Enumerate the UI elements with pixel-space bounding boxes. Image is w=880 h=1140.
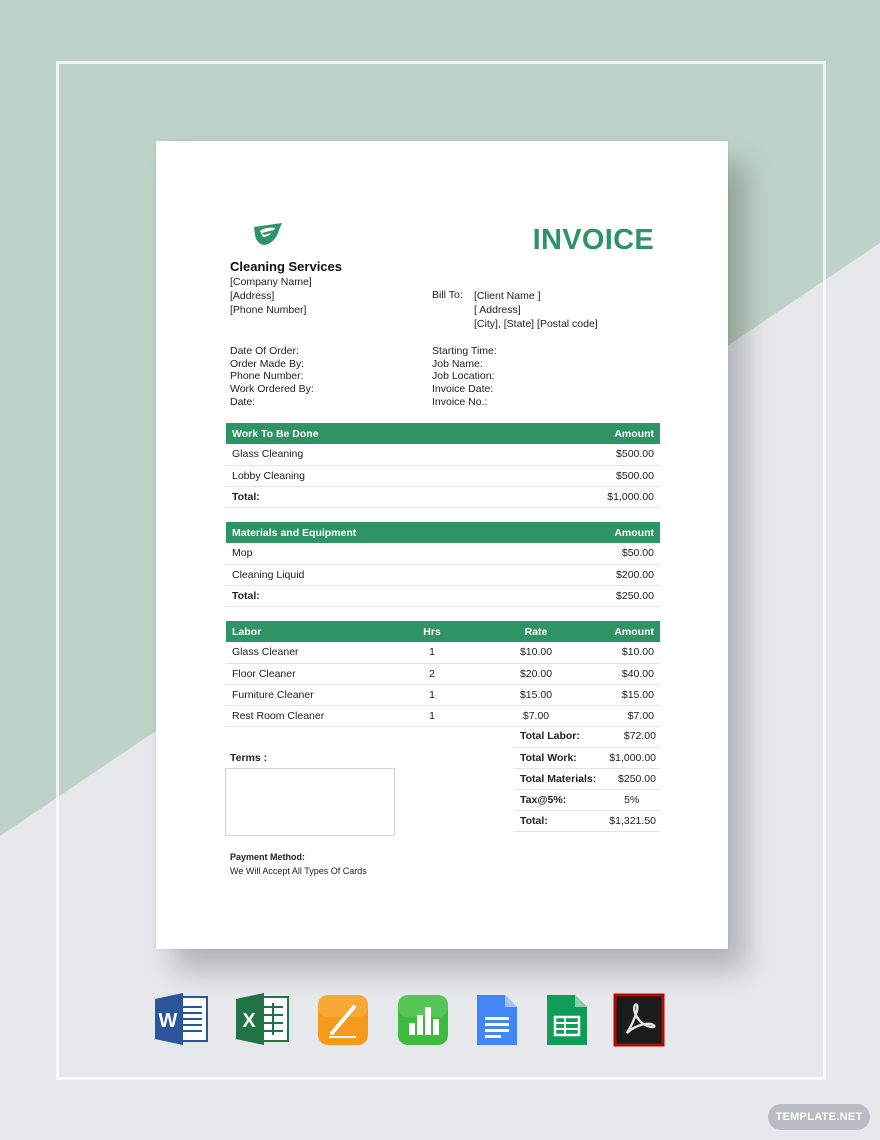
table-row xyxy=(226,642,660,663)
invoice-date-label: Invoice Date: xyxy=(432,383,494,396)
order-info-left xyxy=(230,345,314,409)
client-city-state: [City], [State] [Postal code] xyxy=(474,318,598,330)
summary-row xyxy=(514,790,660,811)
work-ordered-by-label: Work Ordered By: xyxy=(230,383,314,396)
template-net-badge[interactable]: TEMPLATE.NET xyxy=(768,1104,870,1130)
total-value: $250.00 xyxy=(541,585,660,606)
table-row xyxy=(226,684,660,705)
cleaning-logo-icon xyxy=(252,221,284,247)
total-label: Total: xyxy=(226,585,541,606)
pdf-icon[interactable] xyxy=(613,993,665,1047)
table-row xyxy=(226,543,660,564)
table-cell: Furniture Cleaner xyxy=(226,684,376,705)
table-header: Labor xyxy=(226,621,376,642)
pages-icon[interactable] xyxy=(316,993,370,1047)
table-cell: 1 xyxy=(376,642,488,663)
table-cell: $15.00 xyxy=(488,684,584,705)
work-table xyxy=(226,423,660,508)
company-address: [Address] xyxy=(230,290,275,302)
table-header: Work To Be Done xyxy=(226,423,498,444)
table-cell: $10.00 xyxy=(488,642,584,663)
tax-value: 5% xyxy=(603,790,660,811)
grand-total-value: $1,321.50 xyxy=(603,811,660,832)
payment-method-text: We Will Accept All Types Of Cards xyxy=(230,866,367,876)
table-row xyxy=(226,444,660,465)
order-info-right xyxy=(432,345,497,409)
table-header-row xyxy=(226,423,660,444)
table-cell: $15.00 xyxy=(584,684,660,705)
google-sheets-icon[interactable] xyxy=(545,993,589,1047)
date-label: Date: xyxy=(230,395,256,408)
table-cell: $7.00 xyxy=(488,705,584,726)
table-cell: Glass Cleaning xyxy=(226,444,498,465)
labor-table xyxy=(226,621,660,727)
table-cell: $10.00 xyxy=(584,642,660,663)
total-value: $1,000.00 xyxy=(498,486,660,507)
summary-row xyxy=(514,768,660,789)
tax-label: Tax@5%: xyxy=(514,790,603,811)
total-work-label: Total Work: xyxy=(514,747,603,768)
table-cell: Glass Cleaner xyxy=(226,642,376,663)
table-total-row xyxy=(226,585,660,606)
terms-label: Terms : xyxy=(230,752,268,764)
excel-letter: X xyxy=(242,1010,256,1032)
order-made-by-label: Order Made By: xyxy=(230,357,305,370)
table-cell: 2 xyxy=(376,663,488,684)
table-row xyxy=(226,465,660,486)
payment-method-label: Payment Method: xyxy=(230,852,306,862)
table-header-row xyxy=(226,522,660,543)
table-row xyxy=(226,564,660,585)
table-header: Amount xyxy=(584,621,660,642)
total-work-value: $1,000.00 xyxy=(603,747,660,768)
company-name-placeholder: [Company Name] xyxy=(230,276,312,288)
phone-number-label: Phone Number: xyxy=(230,370,304,383)
table-total-row xyxy=(226,486,660,507)
table-row xyxy=(226,663,660,684)
summary-row xyxy=(514,811,660,832)
terms-box xyxy=(225,768,395,836)
summary-table xyxy=(514,726,660,832)
table-header: Hrs xyxy=(376,621,488,642)
table-row xyxy=(226,705,660,726)
total-labor-value: $72.00 xyxy=(603,726,660,747)
invoice-title: INVOICE xyxy=(532,224,654,256)
table-cell: $200.00 xyxy=(541,564,660,585)
table-cell: Cleaning Liquid xyxy=(226,564,541,585)
table-cell: 1 xyxy=(376,684,488,705)
table-cell: Rest Room Cleaner xyxy=(226,705,376,726)
total-materials-label: Total Materials: xyxy=(514,768,603,789)
total-label: Total: xyxy=(226,486,498,507)
table-cell: 1 xyxy=(376,705,488,726)
summary-row xyxy=(514,747,660,768)
job-name-label: Job Name: xyxy=(432,357,483,370)
google-docs-icon[interactable] xyxy=(475,993,519,1047)
table-header-row xyxy=(226,621,660,642)
word-letter: W xyxy=(158,1010,178,1032)
total-labor-label: Total Labor: xyxy=(514,726,603,747)
table-header: Rate xyxy=(488,621,584,642)
table-header: Amount xyxy=(541,522,660,543)
invoice-document xyxy=(156,141,728,949)
word-icon[interactable] xyxy=(155,993,209,1045)
table-cell: $40.00 xyxy=(584,663,660,684)
starting-time-label: Starting Time: xyxy=(432,345,497,357)
total-materials-value: $250.00 xyxy=(603,768,660,789)
company-details xyxy=(230,275,312,317)
excel-icon[interactable] xyxy=(236,993,290,1045)
bill-to-details xyxy=(474,289,598,331)
client-name: [Client Name ] xyxy=(474,290,541,302)
materials-table xyxy=(226,522,660,607)
table-cell: $20.00 xyxy=(488,663,584,684)
company-name: Cleaning Services xyxy=(230,259,342,274)
invoice-no-label: Invoice No.: xyxy=(432,395,488,408)
client-address: [ Address] xyxy=(474,304,521,316)
table-cell: Mop xyxy=(226,543,541,564)
table-cell: Floor Cleaner xyxy=(226,663,376,684)
table-cell: $50.00 xyxy=(541,543,660,564)
summary-row xyxy=(514,726,660,747)
company-phone: [Phone Number] xyxy=(230,304,307,316)
table-cell: Lobby Cleaning xyxy=(226,465,498,486)
grand-total-label: Total: xyxy=(514,811,603,832)
numbers-icon[interactable] xyxy=(396,993,450,1047)
table-header: Amount xyxy=(498,423,660,444)
table-cell: $500.00 xyxy=(498,444,660,465)
table-header: Materials and Equipment xyxy=(226,522,541,543)
job-location-label: Job Location: xyxy=(432,370,495,383)
date-of-order-label: Date Of Order: xyxy=(230,345,299,357)
table-cell: $7.00 xyxy=(584,705,660,726)
table-cell: $500.00 xyxy=(498,465,660,486)
bill-to-label: Bill To: xyxy=(432,289,463,301)
